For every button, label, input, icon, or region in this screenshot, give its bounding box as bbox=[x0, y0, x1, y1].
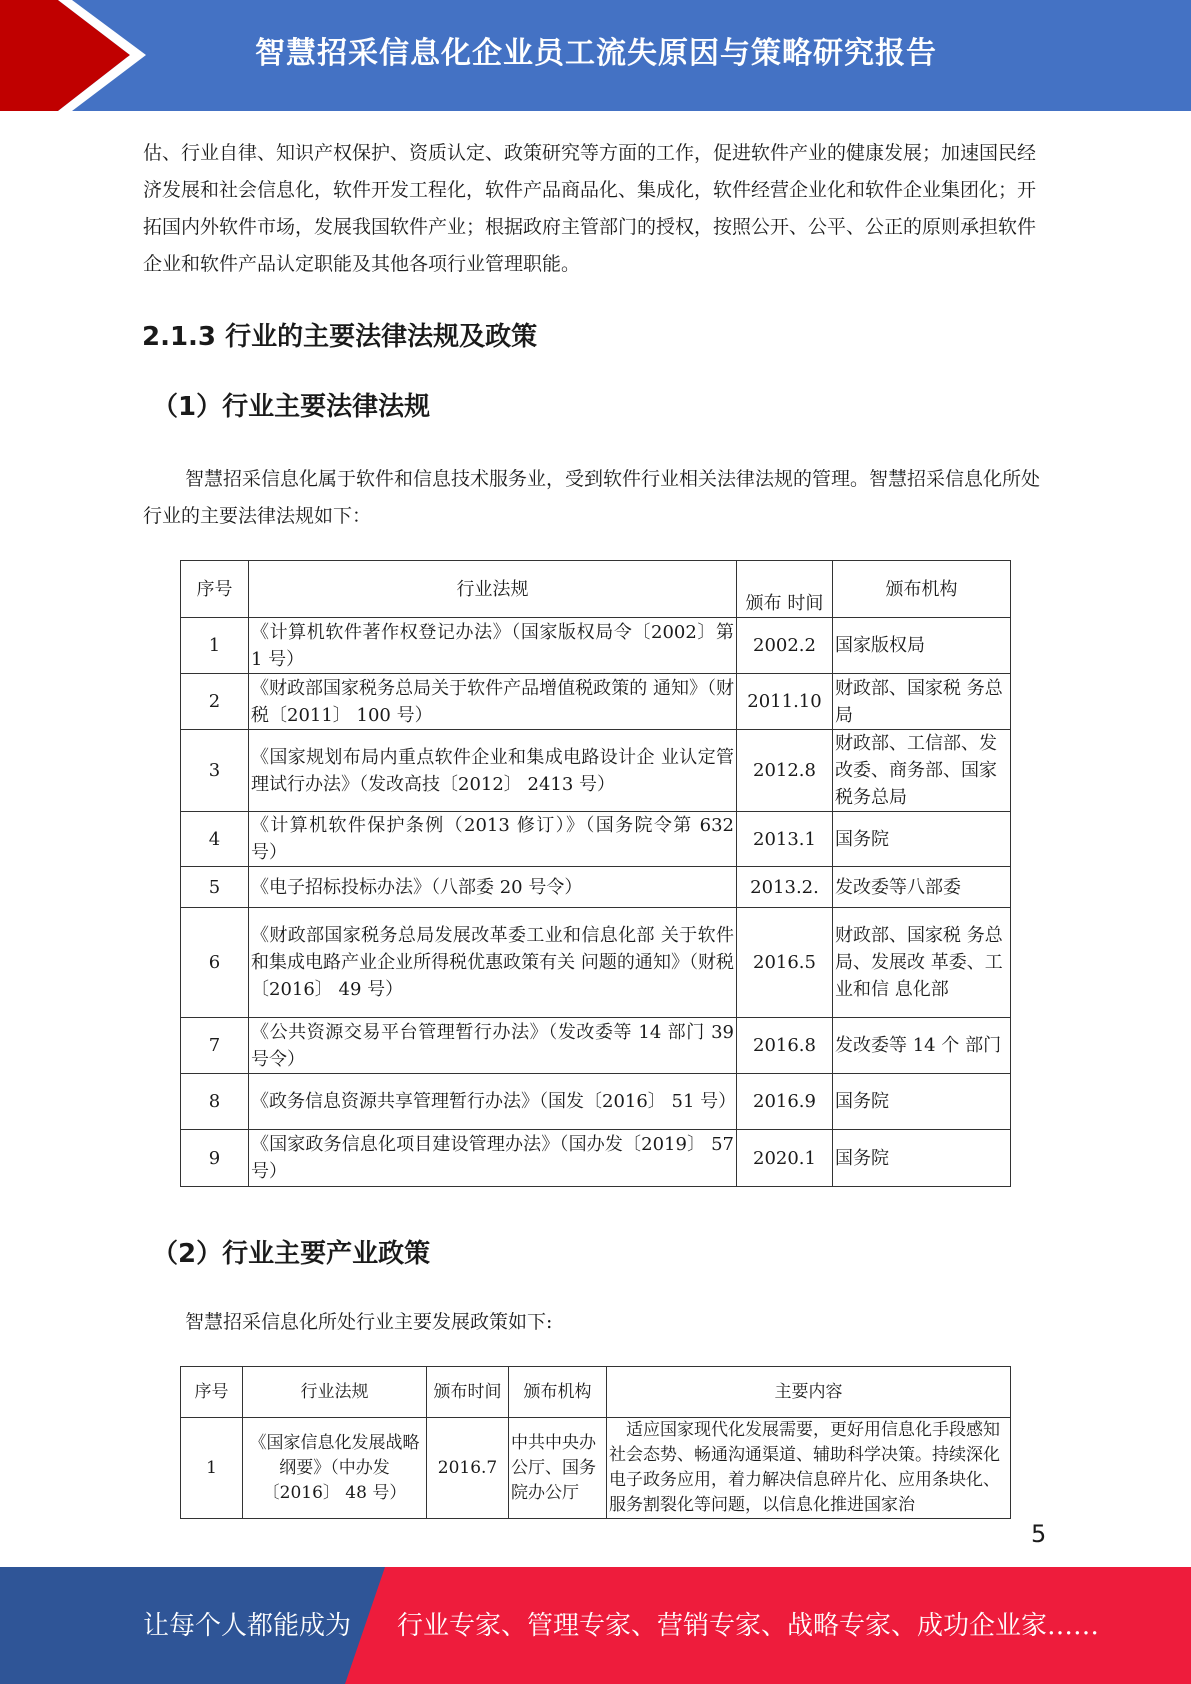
intro-paragraph: 估、行业自律、知识产权保护、资质认定、政策研究等方面的工作，促进软件产业的健康发展；加速国民经济发展和社会信息化，软件开发工程化，软件产品商品化、集成化，软件经营企业化和软件企业集团化；开拓国内外软件市场，发展我国软件产业；根据政府主管部门的授权，按照公开、公平、公正的原则承担软件企业和软件产品认定职能及其他各项行业管理职能。 bbox=[143, 142, 1037, 275]
row-law: 《计算机软件保护条例（2013 修订）》（国务院令第 632 号） bbox=[249, 812, 737, 867]
row-no: 7 bbox=[181, 1018, 249, 1074]
sub-heading-laws: （1）行业主要法律法规 bbox=[152, 392, 431, 422]
page-number: 5 bbox=[1031, 1520, 1047, 1548]
row-date: 2016.9 bbox=[737, 1074, 833, 1130]
table-row bbox=[181, 867, 1011, 908]
section-heading: 2.1.3 行业的主要法律法规及政策 bbox=[142, 322, 538, 352]
row-no: 4 bbox=[181, 812, 249, 867]
row-date: 2002.2 bbox=[737, 618, 833, 674]
row-law: 《国家信息化发展战略纲要》（中办发〔2016〕 48 号） bbox=[243, 1418, 427, 1519]
row-agency: 国家版权局 bbox=[833, 618, 1011, 674]
row-agency: 财政部、工信部、发改委、商务部、国家税务总局 bbox=[833, 730, 1011, 812]
row-date: 2020.1 bbox=[737, 1130, 833, 1187]
header-agency: 颁布机构 bbox=[833, 561, 1011, 618]
row-agency: 国务院 bbox=[833, 812, 1011, 867]
row-date: 2016.8 bbox=[737, 1018, 833, 1074]
row-law: 《计算机软件著作权登记办法》（国家版权局令〔2002〕第 1 号） bbox=[249, 618, 737, 674]
header-arrow-decoration bbox=[0, 0, 150, 111]
row-date: 2016.7 bbox=[427, 1418, 509, 1519]
row-law: 《国家规划布局内重点软件企业和集成电路设计企 业认定管理试行办法》（发改高技〔2012〕 2413 号） bbox=[249, 730, 737, 812]
header-time: 颁布 时间 bbox=[737, 561, 833, 618]
row-law: 《公共资源交易平台管理暂行办法》（发改委等 14 部门 39 号令） bbox=[249, 1018, 737, 1074]
header-no: 序号 bbox=[181, 1367, 243, 1418]
header-no: 序号 bbox=[181, 561, 249, 618]
row-date: 2013.2. bbox=[737, 867, 833, 908]
page-footer bbox=[0, 1567, 1191, 1684]
row-agency: 发改委等 14 个 部门 bbox=[833, 1018, 1011, 1074]
row-no: 8 bbox=[181, 1074, 249, 1130]
row-agency: 发改委等八部委 bbox=[833, 867, 1011, 908]
header-law: 行业法规 bbox=[243, 1367, 427, 1418]
policies-intro-paragraph: 智慧招采信息化所处行业主要发展政策如下: bbox=[185, 1311, 553, 1333]
row-agency: 财政部、国家税 务总局、发展改 革委、工业和信 息化部 bbox=[833, 908, 1011, 1018]
row-law: 《财政部国家税务总局关于软件产品增值税政策的 通知》（财税〔2011〕 100 号） bbox=[249, 674, 737, 730]
header-time: 颁布时间 bbox=[427, 1367, 509, 1418]
laws-intro-paragraph: 智慧招采信息化属于软件和信息技术服务业，受到软件行业相关法律法规的管理。智慧招采信息化所处行业的主要法律法规如下： bbox=[143, 468, 1041, 527]
row-no: 1 bbox=[181, 618, 249, 674]
row-content: 适应国家现代化发展需要，更好用信息化手段感知社会态势、畅通沟通渠道、辅助科学决策。持续深化电子政务应用，着力解决信息碎片化、应用条块化、服务割裂化等问题，以信息化推进国家治 bbox=[607, 1418, 1011, 1519]
table-row bbox=[181, 1418, 1011, 1519]
row-date: 2013.1 bbox=[737, 812, 833, 867]
header-content: 主要内容 bbox=[607, 1367, 1011, 1418]
table-row bbox=[181, 730, 1011, 812]
table-row bbox=[181, 812, 1011, 867]
footer-slogan-right: 行业专家、管理专家、营销专家、战略专家、成功企业家…… bbox=[397, 1611, 1100, 1641]
row-agency: 国务院 bbox=[833, 1074, 1011, 1130]
header-title: 智慧招采信息化企业员工流失原因与策略研究报告 bbox=[255, 36, 937, 71]
row-date: 2016.5 bbox=[737, 908, 833, 1018]
header-agency: 颁布机构 bbox=[509, 1367, 607, 1418]
table-row bbox=[181, 618, 1011, 674]
table-row bbox=[181, 908, 1011, 1018]
row-no: 9 bbox=[181, 1130, 249, 1187]
row-law: 《政务信息资源共享管理暂行办法》（国发〔2016〕 51 号） bbox=[249, 1074, 737, 1130]
row-date: 2012.8 bbox=[737, 730, 833, 812]
row-no: 3 bbox=[181, 730, 249, 812]
page-header bbox=[0, 0, 1191, 111]
sub-heading-policies: （2）行业主要产业政策 bbox=[152, 1239, 431, 1269]
row-no: 5 bbox=[181, 867, 249, 908]
policies-table-header-row bbox=[181, 1367, 1011, 1418]
row-law: 《财政部国家税务总局发展改革委工业和信息化部 关于软件和集成电路产业企业所得税优惠政策有关 问题的通知》（财税〔2016〕 49 号） bbox=[249, 908, 737, 1018]
footer-slogan-left: 让每个人都能成为 bbox=[143, 1611, 352, 1641]
row-agency: 中共中央办公厅、国务院办公厅 bbox=[509, 1418, 607, 1519]
table-row bbox=[181, 674, 1011, 730]
table-row bbox=[181, 1018, 1011, 1074]
row-law: 《电子招标投标办法》（八部委 20 号令） bbox=[249, 867, 737, 908]
row-law: 《国家政务信息化项目建设管理办法》（国办发〔2019〕 57 号） bbox=[249, 1130, 737, 1187]
row-agency: 财政部、国家税 务总局 bbox=[833, 674, 1011, 730]
policies-table bbox=[180, 1366, 1011, 1519]
row-no: 2 bbox=[181, 674, 249, 730]
table-row bbox=[181, 1130, 1011, 1187]
header-law: 行业法规 bbox=[249, 561, 737, 618]
row-no: 6 bbox=[181, 908, 249, 1018]
table-row bbox=[181, 1074, 1011, 1130]
laws-table bbox=[180, 560, 1011, 1187]
row-date: 2011.10 bbox=[737, 674, 833, 730]
row-no: 1 bbox=[181, 1418, 243, 1519]
laws-table-header-row bbox=[181, 561, 1011, 618]
row-agency: 国务院 bbox=[833, 1130, 1011, 1187]
